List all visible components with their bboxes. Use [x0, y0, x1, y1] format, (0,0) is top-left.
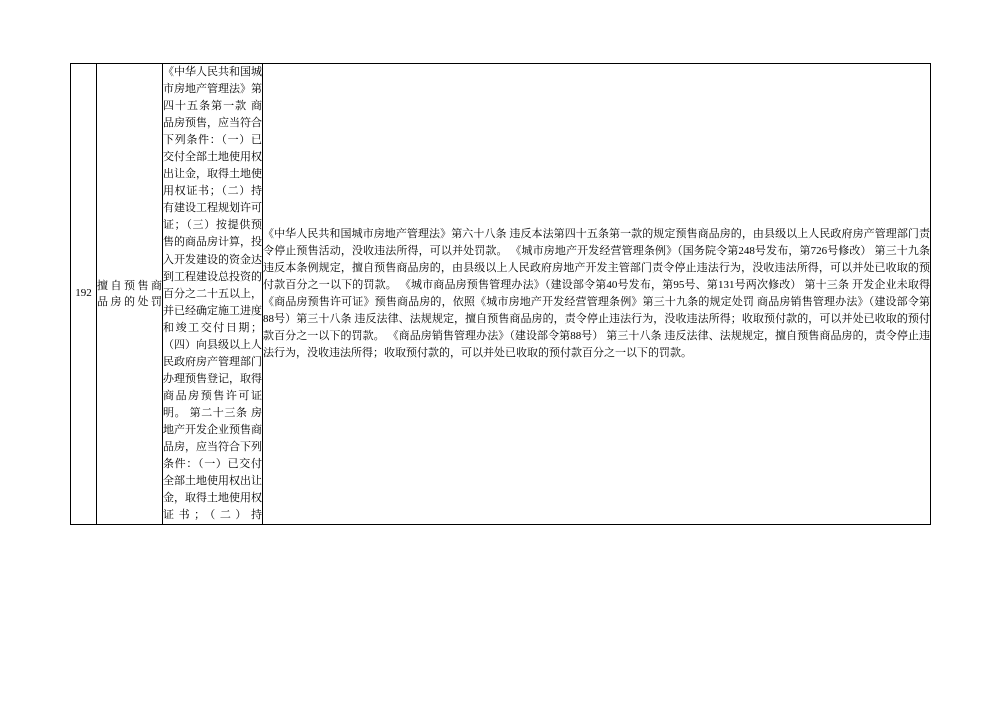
item-name-cell: 擅自预售商品房的处罚: [97, 64, 163, 525]
row-index-cell: 192: [71, 64, 97, 525]
legal-basis-cell: 《中华人民共和国城市房地产管理法》第四十五条第一款 商品房预售，应当符合下列条件：（一）已交付全部土地使用权出让金，取得土地使用权证书；（二）持有建设工程规划许可证；（三）按提供预售的商品房计算，投入开发建设的资金达到工程建设总投资的百分之二十五以上，并已经确定施工进度和竣工交付日期；（四）向县级以上人民政府房产管理部门办理预售登记，取得商品房预售许可证明。 第二十三条 房地产开发企业预售商品房，应当符合下列条件：（一）已交付全部土地使用权出让金，取得土地使用权证书；（二）持: [163, 64, 263, 525]
table-row: [71, 64, 931, 525]
penalty-table: [70, 63, 931, 525]
penalty-detail-cell: 《中华人民共和国城市房地产管理法》第六十八条 违反本法第四十五条第一款的规定预售商品房的，由县级以上人民政府房产管理部门责令停止预售活动，没收违法所得，可以并处罚款。 《城市房地产开发经营管理条例》（国务院令第248号发布，第726号修改） 第三十九条 违反本条例规定，擅自预售商品房的，由县级以上人民政府房地产开发主管部门责令停止违法行为，没收违法所得，可以并处已收取的预付款百分之一以下的罚款。 《城市商品房预售管理办法》（建设部令第40号发布，第95号、第131号两次修改） 第十三条 开发企业未取得《商品房预售许可证》预售商品房的，依照《城市房地产开发经营管理条例》第三十九条的规定处罚 商品房销售管理办法》（建设部令第88号）第三十八条 违反法律、法规规定，擅自预售商品房的，责令停止违法行为，没收违法所得；收取预付款的，可以并处已收取的预付款百分之一以下的罚款。 《商品房销售管理办法》（建设部令第88号） 第三十八条 违反法律、法规规定，擅自预售商品房的，责令停止违法行为，没收违法所得；收取预付款的，可以并处已收取的预付款百分之一以下的罚款。: [263, 64, 931, 525]
